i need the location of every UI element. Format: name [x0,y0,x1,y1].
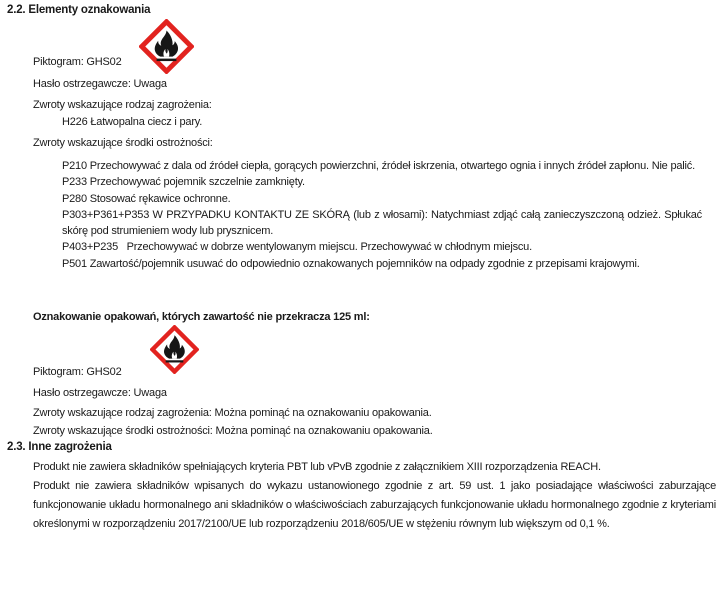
signal-word-line: Hasło ostrzegawcze: Uwaga [33,78,167,90]
ghs02-flame-pictogram [139,19,194,74]
section-2-3-heading: 2.3. Inne zagrożenia [7,441,112,453]
precautionary-statement-p210: P210 Przechowywać z dala od źródeł ciepła, gorących powierzchni, źródeł iskrzenia, otwartego ognia i innych źródeł zapłonu. Nie palić. [62,160,695,172]
signal-word-line: Hasło ostrzegawcze: Uwaga [33,387,167,399]
hazard-statement-h226: H226 Łatwopalna ciecz i pary. [62,116,203,128]
hazard-statements-label: Zwroty wskazujące rodzaj zagrożenia: [33,99,212,111]
precautionary-statements-note: Zwroty wskazujące środki ostrożności: Można pominąć na oznakowaniu opakowania. [33,425,433,437]
precautionary-statement-p233: P233 Przechowywać pojemnik szczelnie zamknięty. [62,176,305,189]
precautionary-statements-block [62,158,705,272]
hazard-statements-note: Zwroty wskazujące rodzaj zagrożenia: Można pominąć na oznakowaniu opakowania. [33,407,432,419]
precautionary-statement-p403: P403+P235 Przechowywać w dobrze wentylowanym miejscu. Przechowywać w chłodnym miejscu. [62,241,532,254]
pictogram-label: Piktogram: GHS02 [33,366,122,378]
precautionary-statements-label: Zwroty wskazujące środki ostrożności: [33,137,213,149]
pictogram-label: Piktogram: GHS02 [33,56,122,68]
precautionary-statement-p303: P303+P361+P353 W PRZYPADKU KONTAKTU ZE SKÓRĄ (lub z włosami): Natychmiast zdjąć całą zanieczyszczoną odzież. Spłukać skórę pod strumieniem wody lub prysznicem. [62,208,705,238]
small-packaging-heading: Oznakowanie opakowań, których zawartość nie przekracza 125 ml: [33,311,370,323]
section-2-2-heading: 2.2. Elementy oznakowania [7,4,151,16]
other-hazards-paragraph-pbt: Produkt nie zawiera składników spełniających kryteria PBT lub vPvB zgodnie z załącznikiem XIII rozporządzenia REACH. [33,461,601,473]
precautionary-statement-p280: P280 Stosować rękawice ochronne. [62,192,231,205]
flame-underline [157,59,177,61]
other-hazards-paragraph-endocrine: Produkt nie zawiera składników wpisanych do wykazu ustanowionego zgodnie z art. 59 ust. 1 jako posiadające właściwości zaburzające funkcjonowanie układu hormonalnego ani składników o właściwościach zaburzających funkcjonowanie układu hormonalnego zgodnie z kryteriami określonymi w rozporządzeniu 2017/2100/UE lub rozporządzeniu 2018/605/UE w stężeniu równym lub większym od 0,1 %. [33,480,716,530]
ghs02-flame-pictogram [150,325,199,374]
other-hazards-paragraphs [33,458,716,534]
precautionary-statement-p501: P501 Zawartość/pojemnik usuwać do odpowiednio oznakowanych pojemników na odpady zgodnie z przepisami krajowymi. [62,257,640,270]
flame-underline [166,360,184,362]
